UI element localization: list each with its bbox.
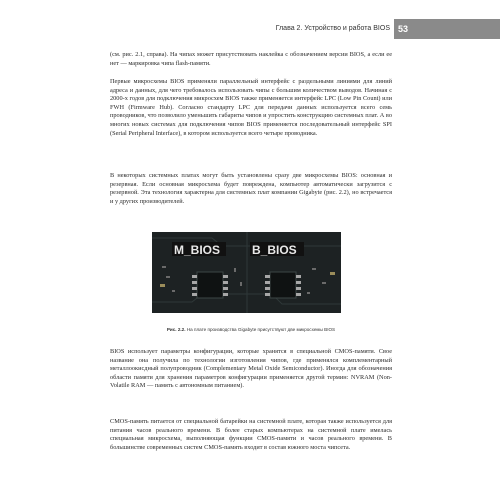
paragraph-text: Первые микросхемы BIOS применяли параллельный интерфейс с раздельными линиями для линий адреса и данных, для чего требовалось использовать чипы с большим количеством выводов. Начиная с 2000-х годов для подключения микросхем BIOS также применяется интерфейс LPC (Low Pin Count) или FWH (Firmware Hub). Согласно стандарту LPC для передачи данных используется всего семь проводников, что позволило уменьшить габариты чипов и упростить конструкцию системных плат. А во многих новых системах для подключения чипов BIOS применяется последовательный интерфейс SPI (Serial Peripheral Interface), в котором используется всего четыре проводника. (110, 78, 392, 137)
running-title: Глава 2. Устройство и работа BIOS (275, 25, 390, 32)
paragraph-2 (110, 78, 392, 145)
paragraph-1 (110, 51, 392, 75)
paragraph-text: (см. рис. 2.1, справа). На чипах может присутствовать наклейка с обозначением версии BIOS, а если ее нет — маркировка чипа flash-памяти. (110, 51, 392, 67)
caption-number: Рис. 2.2. (166, 327, 186, 332)
figure-caption (110, 327, 392, 332)
paragraph-4 (110, 348, 392, 398)
paragraph-text: BIOS использует параметры конфигурации, которые хранятся в специальной CMOS-памяти. Свое название она получила по технологии изготовления чипов, где применялся комплементарный металлоокисдный полупроводник (Complementary Metal Oxide Semiconductor). Иногда для обозначения области памяти для хранения параметров конфигурации применяется другой термин: NVRAM (Non-Volatile RAM — память с автономным питанием). (110, 348, 392, 390)
motherboard-photo (152, 232, 341, 313)
bios-chip-main (192, 272, 228, 298)
page-number: 53 (394, 19, 500, 39)
label-b-bios: B_BIOS (252, 243, 297, 257)
caption-text: На плате производства Gigabyte присутствуют две микросхемы BIOS (186, 327, 336, 332)
paragraph-3 (110, 172, 392, 213)
motherboard-illustration (152, 232, 341, 313)
label-m-bios: M_BIOS (174, 243, 221, 257)
paragraph-5 (110, 418, 392, 459)
paragraph-text: В некоторых системных платах могут быть установлены сразу две микросхемы BIOS: основная и резервная. Если основная микросхема будет повреждена, компьютер автоматически загрузится с резервной. Эта технология характерна для системных плат компании Gigabyte (рис. 2.2), но встречается и у других производителей. (110, 172, 392, 205)
paragraph-text: CMOS-память питается от специальной батарейки на системной плате, которая также используется для питания часов реального времени. В более старых компьютерах на системной плате имелась специальная микросхема, выполняющая функции CMOS-памяти и часов реального времени. В большинстве современных систем CMOS-память входит в состав южного моста чипсета. (110, 418, 392, 451)
bios-chip-backup (265, 272, 301, 298)
